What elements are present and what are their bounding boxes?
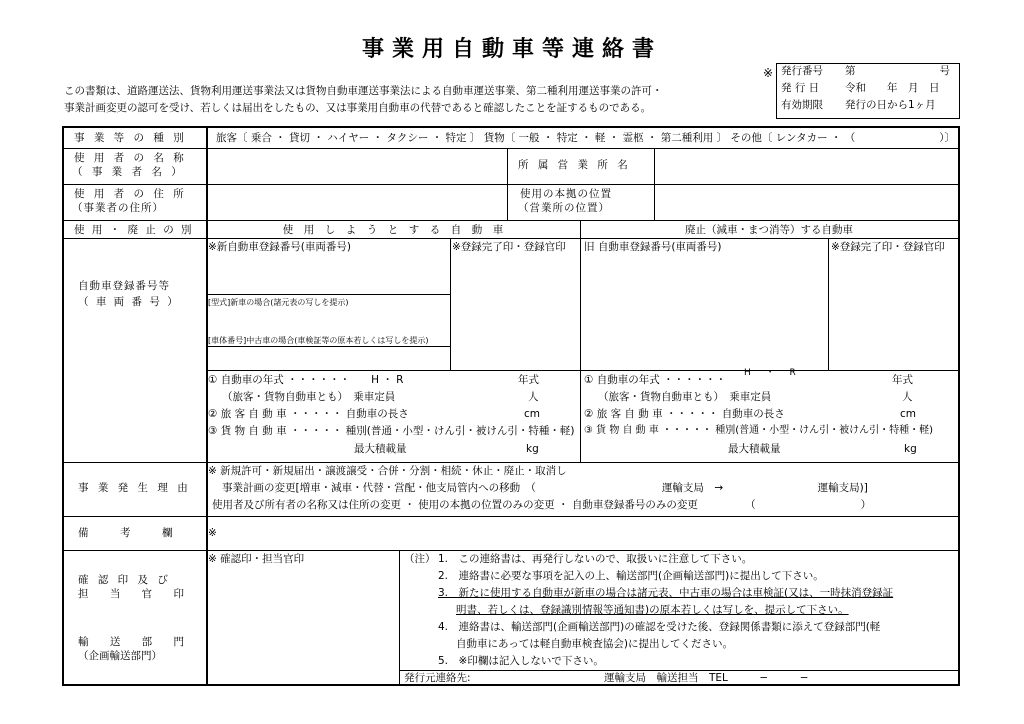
issue-date-label: 発 行 日 <box>781 82 820 94</box>
user-address-label: 使 用 者 の 住 所 <box>74 188 187 200</box>
new-registration-number: ※新自動車登録番号(車両番号) <box>208 241 351 253</box>
stamp-complete-new: ※登録完了印・登録官印 <box>452 241 566 253</box>
spec-year-right: ① 自動車の年式 ・・・・・・ <box>584 374 727 386</box>
spec-passenger-right: ② 旅 客 自 動 車 ・・・・・ 自動車の長さ <box>584 408 785 420</box>
issue-number-label: 発行番号 <box>781 65 823 77</box>
rule <box>399 670 958 671</box>
intro-line-1: この書類は、道路運送法、貨物利用運送事業法又は貨物自動車運送事業法による自動車運送事業、第二種利用運送事業の許可・ <box>64 85 663 97</box>
transport-dept-label: 輸 送 部 門 <box>78 636 194 648</box>
valid-period-value: 発行の日から1ヶ月 <box>845 99 936 111</box>
rule <box>654 148 655 220</box>
spec-year-unit-right: 年式 <box>892 374 913 386</box>
spec-capacity-left: （旅客・貨物自動車とも） 乗車定員 <box>222 391 396 403</box>
note-2: 2. 連絡書に必要な事項を記入の上、輸送部門(企画輸送部門)に提出して下さい。 <box>438 570 824 582</box>
issue-info-box <box>776 63 960 119</box>
confirm-label: 確 認 印 及 び <box>78 574 171 586</box>
user-name-label: 使 用 者 の 名 称 <box>74 152 187 164</box>
model-note: [型式]新車の場合(諸元表の写しを提示) <box>208 298 349 307</box>
spec-load-label-left: 最大積載量 <box>354 443 407 455</box>
spec-cargo-right: ③ 貨 物 自 動 車 ・・・・・ 種別(普通・小型・けん引・被けん引・特種・軽) <box>584 425 934 436</box>
spec-length-unit-right: cm <box>900 408 917 420</box>
base-location-label: 使用の本拠の位置 <box>520 188 612 200</box>
confirm-stamp: ※ 確認印・担当官印 <box>208 553 305 565</box>
registration-label: 自動車登録番号等 <box>78 280 170 292</box>
issue-mark: ※ <box>763 66 774 80</box>
note-4a: 4. 連絡書は、輸送部門(企画輸送部門)の確認を受けた後、登録関係書類に添えて登録部門(軽 <box>438 621 881 633</box>
valid-period-label: 有効期限 <box>781 99 823 111</box>
rule <box>206 294 450 295</box>
rule <box>399 550 400 684</box>
spec-year-unit-left: 年式 <box>518 374 539 386</box>
old-registration-number: 旧 自動車登録番号(車両番号) <box>584 241 722 253</box>
intro-line-2: 事業計画変更の認可を受け、若しくは届出をしたもの、又は事業用自動車の代替であると確認したことを証するものである。 <box>64 102 652 114</box>
confirm-sublabel: 担 当 官 印 <box>78 588 194 600</box>
base-location-sublabel: （営業所の位置） <box>518 202 610 214</box>
rule <box>64 220 958 221</box>
rule <box>64 550 958 551</box>
spec-passenger-left: ② 旅 客 自 動 車 ・・・・・ 自動車の長さ <box>208 408 409 420</box>
spec-year-left: ① 自動車の年式 ・・・・・・ H ・ R <box>208 374 404 386</box>
base-location-field[interactable] <box>658 186 954 218</box>
rule <box>64 238 958 239</box>
user-name-sublabel: （ 事 業 者 名 ） <box>72 166 185 178</box>
remarks-label: 備 考 欄 <box>78 527 173 539</box>
note-1: 1. この連絡書は、再発行しないので、取扱いに注意して下さい。 <box>438 553 753 565</box>
form-table <box>62 126 960 686</box>
use-vehicle-header: 使 用 し よ う と す る 自 動 車 <box>282 224 504 236</box>
rule <box>64 516 958 517</box>
form-title: 事業用自動車等連絡書 <box>361 37 662 62</box>
issue-date-value: 令和 年 月 日 <box>845 82 940 94</box>
user-address-sublabel: （事業者の住所） <box>72 202 164 214</box>
stamp-complete-old: ※登録完了印・登録官印 <box>831 241 945 253</box>
remarks-field[interactable]: ※ <box>208 527 217 539</box>
rule <box>507 148 508 220</box>
use-abolish-label: 使 用 ・ 廃 止 の 別 <box>74 224 194 236</box>
user-address-field[interactable] <box>228 186 504 218</box>
note-3a: 3. 新たに使用する自動車が新車の場合は諸元表、中古車の場合は車検証(又は、一時抹消登録証 <box>438 587 894 599</box>
reason-line-3: 使用者及び所有者の名称又は住所の変更 ・ 使用の本拠の位置のみの変更 ・ 自動車登録番号のみの変更 （ ） <box>212 499 872 511</box>
spec-capacity-right: （旅客・貨物自動車とも） 乗車定員 <box>598 391 772 403</box>
rule <box>206 346 450 347</box>
transport-dept-sublabel: （企画輸送部門） <box>78 650 162 662</box>
notes-heading: （注） <box>404 553 436 565</box>
spec-length-unit-left: cm <box>524 408 541 420</box>
rule <box>64 148 958 149</box>
rule <box>580 220 581 462</box>
spec-capacity-unit-right: 人 <box>902 391 913 403</box>
spec-cargo-left: ③ 貨 物 自 動 車 ・・・・・ 種別(普通・小型・けん引・被けん引・特種・軽) <box>208 425 575 437</box>
note-5: 5. ※印欄は記入しないで下さい。 <box>438 655 604 667</box>
spec-capacity-unit-left: 人 <box>528 391 539 403</box>
spec-load-unit-left: kg <box>526 443 539 455</box>
business-type-options: 旅客〔 乗合 ・ 貸切 ・ ハイヤー ・ タクシー ・ 特定 〕 貨物〔 一般 ・ 特定 ・ 軽 ・ 霊柩 ・ 第二種利用 〕 その他〔 レンタカー ・ （ ）〕 <box>216 132 956 144</box>
reason-line-1: ※ 新規許可・新規届出・譲渡譲受・合併・分割・相続・休止・廃止・取消し <box>208 465 567 477</box>
issuer-office-tel: 運輸支局 輸送担当 TEL − − <box>604 672 809 684</box>
note-4b: 自動車にあっては軽自動車検査協会)に提出してください。 <box>456 638 733 650</box>
issuer-contact-label: 発行元連絡先: <box>404 672 471 684</box>
rule <box>206 370 958 371</box>
business-type-label: 事 業 等 の 種 別 <box>74 132 187 144</box>
issue-number-value: 第 号 <box>845 65 950 77</box>
rule <box>64 184 958 185</box>
user-name-field[interactable] <box>228 150 504 182</box>
spec-load-label-right: 最大積載量 <box>728 443 781 455</box>
office-name-field[interactable] <box>658 150 954 182</box>
chassis-note: [車体番号]中古車の場合(車検証等の原本若しくは写しを提示) <box>208 336 429 345</box>
rule <box>828 238 829 370</box>
registration-sublabel: （ 車 両 番 号 ） <box>78 296 180 308</box>
abolish-vehicle-header: 廃止（減車・まつ消等）する自動車 <box>685 224 853 236</box>
spec-era-right: H ・ R <box>744 368 802 378</box>
label-column-divider <box>206 128 208 684</box>
rule <box>450 238 451 370</box>
rule <box>64 462 958 463</box>
office-name-label: 所 属 営 業 所 名 <box>518 159 631 171</box>
reason-line-2: 事業計画の変更[増車・減車・代替・営配・他支局管内への移動 （ 運輸支局 → 運輸支局)] <box>222 482 868 494</box>
spec-load-unit-right: kg <box>904 443 917 455</box>
reason-label: 事 業 発 生 理 由 <box>78 482 191 494</box>
note-3b: 明書、若しくは、登録識別情報等通知書)の原本若しくは写しを、提示して下さい。 <box>456 604 849 616</box>
